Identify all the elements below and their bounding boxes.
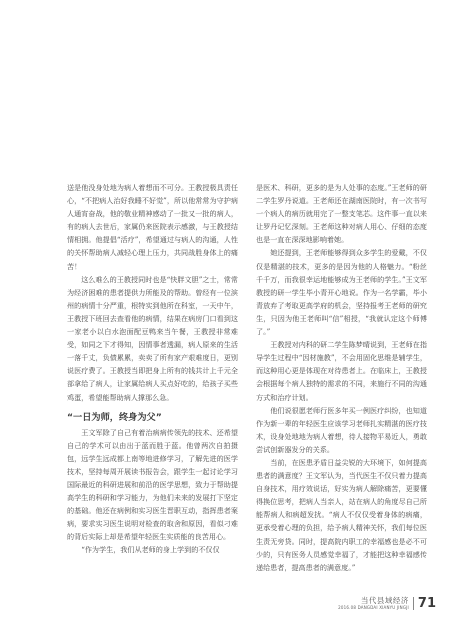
page-footer [338,597,436,611]
article-paragraph: 王文军除了自己有着治病病传领先的技术、还希望自己的学术可以由出于蓝而胜于蓝。他曾两次自拍摄包，远学生远成都上南等地进修学习，了解先进的医学技术，坚持每周开展读书报告会，跟学生一起讨论学习国际最近的科研进展和前沿的医学思想，致力于帮助提高学生的科研和学习能力，为他们未来的发展打下坚定的基础。他还在病例和实习医生晋职互动，指挥患者案病，要求实习医生说明对检查的取舍和原因，看似刁难的背后实际上却是希望年轻医生实质能的良苦用心。 [67,427,238,542]
article-paragraph: “作为学生，我们从老师的身上学到的不仅仅 [81,545,220,555]
article-paragraph: 她还提到，王老师能够得到众多学生的爱戴，不仅仅是精湛的技术，更多的是因为他的人格魅力。“粉丝千千万，而我很幸运地能够成为王老师的学生。”王文军教授的研一学生毕小青开心地说。作为一名学霸，毕小青放弃了考取更高学府的机会，坚持报考王老师的研究生，只因为他王老师叫“信”相授，“我就认定这个师傅了。” [256,248,427,337]
article-column-right [256,181,427,574]
article-paragraph: 这么难么的王教授同时也是“快胖文胆”之士，常常为经济困难的患者提供力所能及的帮助。曾经有一位滨州的病情十分严重，根特实到他所在科室，一天中午，王教授下班回去查看他的病情，结果在病房门口看到这一家老小以白水泡面配豆鸭来当午餐，王教授非常难受，如同之下才得知，因情事者透漏，病人原来的生活一落千丈，负债累累，卖卖了所有家产艰难度日，更别说医疗费了。王教授当即把身上所有的钱共计上千元全部拿给了病人，让家属给病人买点好吃的，给孩子买些鸡蛋，希望能帮助病人撑那么急。 [67,274,238,402]
footer-divider [413,597,414,610]
section-heading: “一日为师，终身为父” [67,411,162,423]
magazine-title: 当代县域经济 [360,595,409,605]
article-paragraph: 当前，在医患矛盾日益尖锐的大环境下，如何提高患者的满意度？王文军认为，当代医生不仅只着力提高自身技术，用疗效说话，好实为病人解除痛苦，更要懂得换位思考，把病人当亲人，站在病人的角度尽自己所能帮病人和病超发扰。“病人不仅仅受着身体的病痛，更承受着心理的负担，给予病人精神关怀，我们每位医生责无旁贷。同时，提高院内职工的幸福感也是必不可少的，只有医务人员感觉幸福了，才能把这种幸福感传递给患者，提高患者的满意度。” [256,457,427,572]
article-column-left [67,181,238,557]
article-paragraph: 王教授对内科的研二学生陈梦晴说到，王老师在指导学生过程中“因材施教”，不会用固化思维是辅学生，而这种用心更是体现在对待患者上。在临床上，王教授会根据每个病人独特的需求的不同，来施行不同的沟通方式和治疗计划。 [256,340,427,402]
issue-info: 2016.08 DANGDAI XIANYU JINGJI [338,605,409,610]
footer-masthead [338,597,409,611]
article-paragraph: 是医术、科研，更多的是为人处事的态度。”王老师的研二学生罗丹说道。王老师还在湖南医院时，有一次书写一个病人的病历就用完了一整支笔芯。这件事一直以来让罗丹记忆深刻。王老师这种对病人用心、仔细的态度也是一直在深深地影响着她。 [256,183,427,245]
article-paragraph: 他们说很愿老师行医多年买一例医疗纠纷，也知道作为新一辈的年轻医生应该学习老师扎实精湛的医疗技术，设身处地地为病人着想，待人接物平易近人，勇敢尝试创新器发分的关系。 [256,405,427,454]
page-number: 71 [417,596,436,611]
article-paragraph: 送是他没身处地为病人着想而不可分。王教授极具责任心，“不把病人治好我睡不好觉”，所以他常常为守护病人通宵奋战，他的敬业精神感动了一批又一批的病人，有的病人去世后，家属仍来医院表示感激，与王教授结情相拥。他提倡“活疗”，希望通过与病人的沟通，人性的关怀帮助病人减轻心理上压力，共同战胜身体上的痛苦！ [67,183,238,271]
